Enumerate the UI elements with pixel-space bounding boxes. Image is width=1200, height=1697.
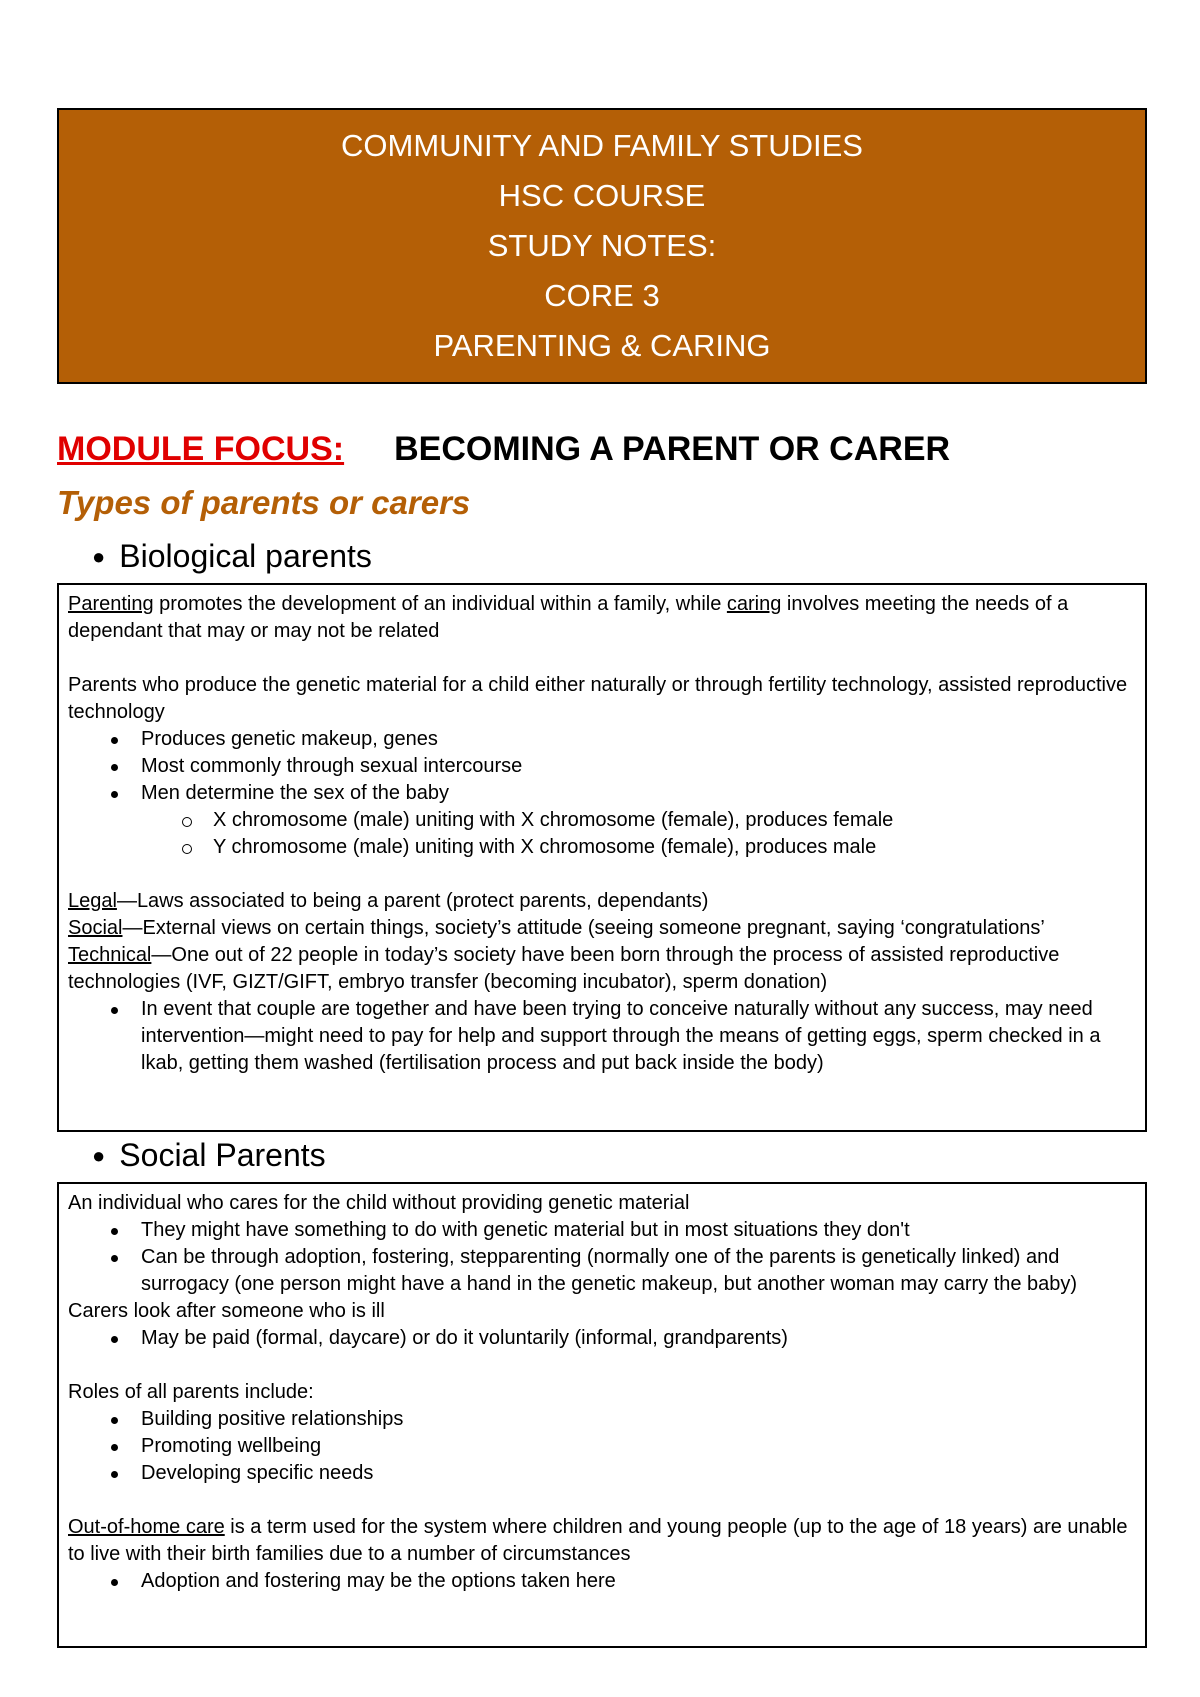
parenting-term: Parenting	[68, 593, 154, 615]
title-line: STUDY NOTES:	[487, 228, 717, 263]
list-item: Building positive relationships	[68, 1406, 1137, 1433]
biological-notes-box	[57, 583, 1147, 1132]
list-item: Y chromosome (male) uniting with X chromosome (female), produces male	[68, 834, 1137, 861]
title-banner	[57, 108, 1147, 384]
module-focus-title: BECOMING A PARENT OR CARER	[394, 430, 951, 468]
title-line: PARENTING & CARING	[433, 328, 771, 363]
list-item: Promoting wellbeing	[68, 1433, 1137, 1460]
list-item: X chromosome (male) uniting with X chromosome (female), produces female	[68, 807, 1137, 834]
section-heading: Types of parents or carers	[57, 484, 471, 521]
social-term: Social	[68, 917, 123, 939]
social-heading	[92, 1137, 326, 1174]
title-line: HSC COURSE	[498, 178, 706, 213]
technical-text: —One out of 22 people in today’s society have been born through the process of assisted reproductive technologies (IVF, GIZT/GIFT, embryo transfer (becoming incubator), sperm donation)	[68, 944, 1060, 993]
biological-bullets	[68, 726, 1137, 807]
list-item: Men determine the sex of the baby	[68, 780, 1137, 807]
legal-line	[68, 888, 1137, 915]
biological-paragraph: Parents who produce the genetic material for a child either naturally or through fertility technology, assisted reproductive technology	[68, 674, 1128, 723]
list-item: Produces genetic makeup, genes	[68, 726, 1137, 753]
list-item: Adoption and fostering may be the options taken here	[68, 1568, 1137, 1595]
out-of-home-care-bullets	[68, 1568, 1137, 1595]
chromosome-bullets	[68, 807, 1137, 861]
list-item: In event that couple are together and have been trying to conceive naturally without any success, may need intervention—might need to pay for help and support through the means of getting eggs, sperm checked in a lkab, getting them washed (fertilisation process and put back inside the body)	[68, 996, 1137, 1077]
legal-text: —Laws associated to being a parent (protect parents, dependants)	[116, 890, 709, 912]
module-focus-label: MODULE FOCUS:	[57, 430, 345, 468]
definition-paragraph	[68, 591, 1137, 645]
out-of-home-care-paragraph	[68, 1514, 1137, 1568]
carers-bullets	[68, 1325, 1137, 1352]
social-line	[68, 915, 1137, 942]
biological-heading	[92, 538, 372, 575]
roles-line: Roles of all parents include:	[68, 1381, 314, 1403]
list-item: May be paid (formal, daycare) or do it voluntarily (informal, grandparents)	[68, 1325, 1137, 1352]
technical-line	[68, 942, 1137, 996]
technical-bullets	[68, 996, 1137, 1077]
title-line: CORE 3	[544, 278, 660, 313]
social-heading-text: Social Parents	[119, 1137, 326, 1173]
social-text: —External views on certain things, society’s attitude (seeing someone pregnant, saying ‘congratulations’	[122, 917, 1045, 939]
carers-line: Carers look after someone who is ill	[68, 1300, 385, 1322]
caring-term: caring	[726, 593, 782, 615]
definition-text: promotes the development of an individual within a family, while	[153, 593, 727, 615]
social-paragraph: An individual who cares for the child without providing genetic material	[68, 1192, 690, 1214]
bullet-icon: ●	[92, 543, 106, 569]
list-item: Most commonly through sexual intercourse	[68, 753, 1137, 780]
title-line: COMMUNITY AND FAMILY STUDIES	[341, 128, 863, 163]
list-item: Developing specific needs	[68, 1460, 1137, 1487]
bullet-icon: ●	[92, 1142, 106, 1168]
social-bullets	[68, 1217, 1137, 1298]
list-item: They might have something to do with genetic material but in most situations they don't	[68, 1217, 1137, 1244]
technical-term: Technical	[68, 944, 152, 966]
out-of-home-care-text: is a term used for the system where children and young people (up to the age of 18 years) are unable to live with their birth families due to a number of circumstances	[68, 1516, 1128, 1565]
out-of-home-care-term: Out-of-home care	[68, 1516, 225, 1538]
legal-term: Legal	[68, 890, 117, 912]
module-focus-line	[57, 430, 950, 469]
social-notes-box	[57, 1182, 1147, 1648]
biological-heading-text: Biological parents	[119, 538, 372, 574]
roles-bullets	[68, 1406, 1137, 1487]
list-item: Can be through adoption, fostering, stepparenting (normally one of the parents is genetically linked) and surrogacy (one person might have a hand in the genetic makeup, but another woman may carry the baby)	[68, 1244, 1137, 1298]
definition-text-end: involves meeting the needs of a dependant that may or may not be related	[68, 593, 1069, 642]
